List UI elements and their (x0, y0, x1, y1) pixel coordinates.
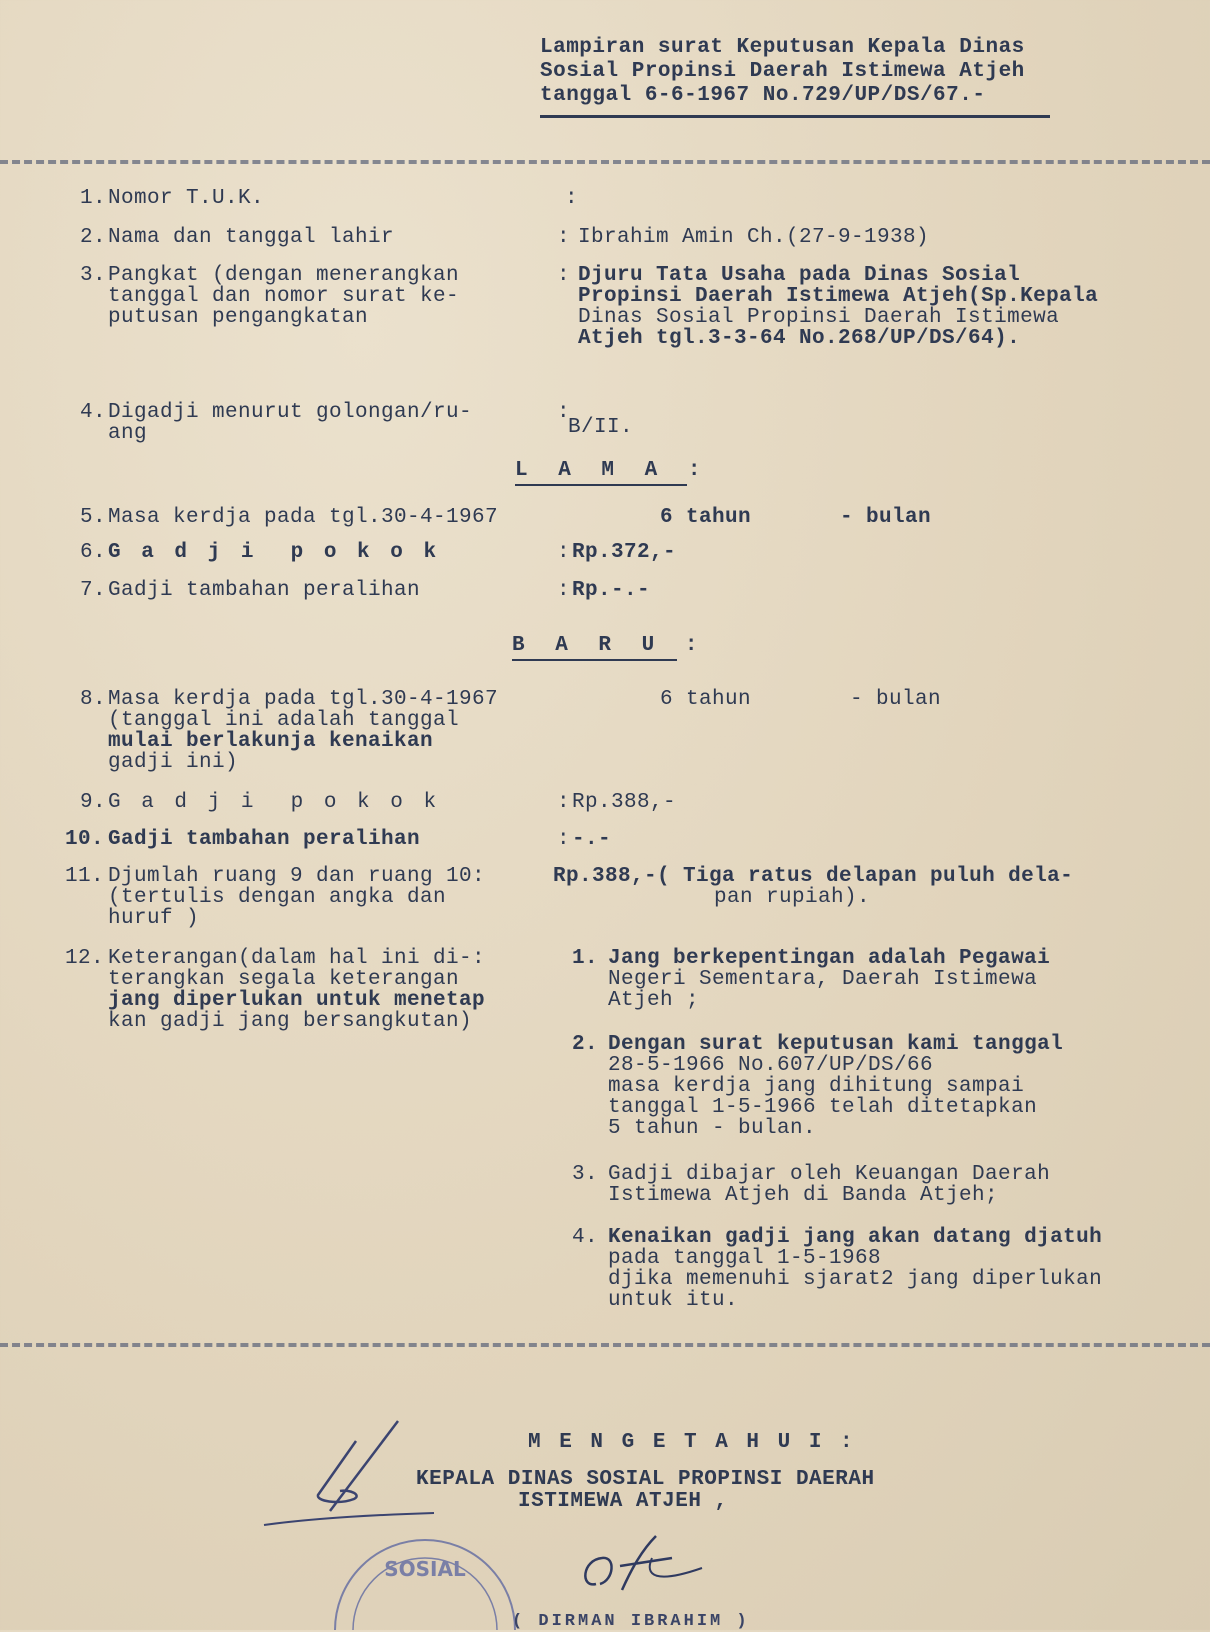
item-1-number: 1. (80, 187, 107, 210)
item-4-colon: : (557, 401, 571, 424)
note-4-line-4: untuk itu. (608, 1289, 739, 1312)
item-2-value: Ibrahim Amin Ch.(27-9-1938) (578, 226, 930, 249)
paraf-signature (258, 1415, 438, 1535)
note-4-line-1: Kenaikan gadji jang akan datang djatuh (608, 1226, 1103, 1249)
lama-masa-label: Masa kerdja pada tgl.30-4-1967 (108, 506, 499, 529)
item-3-number: 3. (80, 264, 107, 287)
header-line-2: Sosial Propinsi Daerah Istimewa Atjeh (540, 60, 1025, 83)
note-1-number: 1. (572, 947, 599, 970)
divider-bottom (0, 1343, 1210, 1347)
baru-masa-tahun: 6 tahun (660, 688, 752, 711)
baru-djumlah-number: 11. (65, 865, 105, 888)
header-underline (540, 115, 1050, 118)
baru-masa-number: 8. (80, 688, 107, 711)
note-2-line-5: 5 tahun - bulan. (608, 1117, 817, 1140)
item-3-value-2: Propinsi Daerah Istimewa Atjeh(Sp.Kepala (578, 285, 1099, 308)
note-2-number: 2. (572, 1033, 599, 1056)
note-2-line-2: 28-5-1966 No.607/UP/DS/66 (608, 1054, 934, 1077)
head-signature (560, 1528, 710, 1600)
item-4-label-2: ang (108, 422, 148, 445)
note-3-line-1: Gadji dibajar oleh Keuangan Daerah (608, 1163, 1051, 1186)
baru-pokok-number: 9. (80, 791, 107, 814)
baru-djumlah-label-2: (tertulis dengan angka dan (108, 886, 447, 909)
lama-tambahan-label: Gadji tambahan peralihan (108, 579, 421, 602)
baru-pokok-value: Rp.388,- (572, 791, 677, 814)
lama-masa-number: 5. (80, 506, 107, 529)
item-4-label-1: Digadji menurut golongan/ru- (108, 401, 473, 424)
item-3-value-1: Djuru Tata Usaha pada Dinas Sosial (578, 264, 1021, 287)
baru-pokok-label: G a d j i p o k o k (108, 791, 441, 814)
keterangan-label-4: kan gadji jang bersangkutan) (108, 1010, 473, 1033)
lama-pokok-label: G a d j i p o k o k (108, 541, 441, 564)
note-2-line-1: Dengan surat keputusan kami tanggal (608, 1033, 1064, 1056)
baru-masa-bulan: - bulan (850, 688, 942, 711)
divider-top (0, 160, 1210, 164)
head-name: ( DIRMAN IBRAHIM ) (512, 1612, 750, 1631)
baru-masa-label-2: (tanggal ini adalah tanggal (108, 709, 460, 732)
lama-heading: L A M A : (515, 459, 710, 482)
note-3-number: 3. (572, 1163, 599, 1186)
note-2-line-3: masa kerdja jang dihitung sampai (608, 1075, 1025, 1098)
office-stamp (325, 1528, 525, 1630)
item-3-label-3: putusan pengangkatan (108, 306, 369, 329)
mengetahui-heading: M E N G E T A H U I : (528, 1431, 856, 1454)
baru-tambahan-value: -.- (572, 828, 612, 851)
item-3-value-4: Atjeh tgl.3-3-64 No.268/UP/DS/64). (578, 327, 1021, 350)
note-4-number: 4. (572, 1226, 599, 1249)
baru-djumlah-label-1: Djumlah ruang 9 dan ruang 10: (108, 865, 486, 888)
note-1-line-3: Atjeh ; (608, 989, 700, 1012)
note-1-line-2: Negeri Sementara, Daerah Istimewa (608, 968, 1038, 991)
keterangan-label-3: jang diperlukan untuk menetap (108, 989, 486, 1012)
keterangan-number: 12. (65, 947, 105, 970)
baru-djumlah-value-2: pan rupiah). (714, 886, 871, 909)
note-3-line-2: Istimewa Atjeh di Banda Atjeh; (608, 1184, 999, 1207)
baru-djumlah-value: Rp.388,-( Tiga ratus delapan puluh dela- (553, 865, 1074, 888)
item-3-label-2: tanggal dan nomor surat ke- (108, 285, 460, 308)
note-4-line-3: djika memenuhi sjarat2 jang diperlukan (608, 1268, 1103, 1291)
footer-office-line-1: KEPALA DINAS SOSIAL PROPINSI DAERAH (416, 1468, 875, 1491)
item-1-colon: : (565, 187, 579, 210)
item-1-label: Nomor T.U.K. (108, 187, 265, 210)
item-2-label: Nama dan tanggal lahir (108, 226, 395, 249)
note-1-line-1: Jang berkepentingan adalah Pegawai (608, 947, 1051, 970)
header-line-3: tanggal 6-6-1967 No.729/UP/DS/67.- (540, 84, 986, 107)
lama-masa-tahun: 6 tahun (660, 506, 752, 529)
baru-tambahan-number: 10. (65, 828, 105, 851)
lama-pokok-number: 6. (80, 541, 107, 564)
baru-masa-label-1: Masa kerdja pada tgl.30-4-1967 (108, 688, 499, 711)
baru-tambahan-label: Gadji tambahan peralihan (108, 828, 421, 851)
lama-pokok-value: Rp.372,- (572, 541, 677, 564)
baru-djumlah-label-3: huruf ) (108, 907, 200, 930)
lama-masa-bulan: - bulan (840, 506, 932, 529)
note-2-line-4: tanggal 1-5-1966 telah ditetapkan (608, 1096, 1038, 1119)
item-2-number: 2. (80, 226, 107, 249)
baru-tambahan-colon: : (557, 828, 571, 851)
lama-pokok-colon: : (557, 541, 571, 564)
item-4-value: B/II. (568, 416, 634, 439)
lama-tambahan-colon: : (557, 579, 571, 602)
stamp-text: SOSIAL (384, 1557, 466, 1581)
keterangan-label-2: terangkan segala keterangan (108, 968, 460, 991)
baru-pokok-colon: : (557, 791, 571, 814)
item-2-colon: : (557, 226, 571, 249)
note-4-line-2: pada tanggal 1-5-1968 (608, 1247, 882, 1270)
lama-underline (515, 484, 687, 486)
item-3-label-1: Pangkat (dengan menerangkan (108, 264, 460, 287)
lama-tambahan-value: Rp.-.- (572, 579, 651, 602)
header-line-1: Lampiran surat Keputusan Kepala Dinas (540, 36, 1025, 59)
item-4-number: 4. (80, 401, 107, 424)
item-3-colon: : (557, 264, 571, 287)
baru-heading: B A R U : (512, 634, 707, 657)
baru-masa-label-3: mulai berlakunja kenaikan (108, 730, 434, 753)
baru-masa-label-4: gadji ini) (108, 751, 239, 774)
item-3-value-3: Dinas Sosial Propinsi Daerah Istimewa (578, 306, 1060, 329)
baru-underline (512, 659, 677, 661)
keterangan-label-1: Keterangan(dalam hal ini di-: (108, 947, 486, 970)
footer-office-line-2: ISTIMEWA ATJEH , (518, 1490, 728, 1513)
lama-tambahan-number: 7. (80, 579, 107, 602)
